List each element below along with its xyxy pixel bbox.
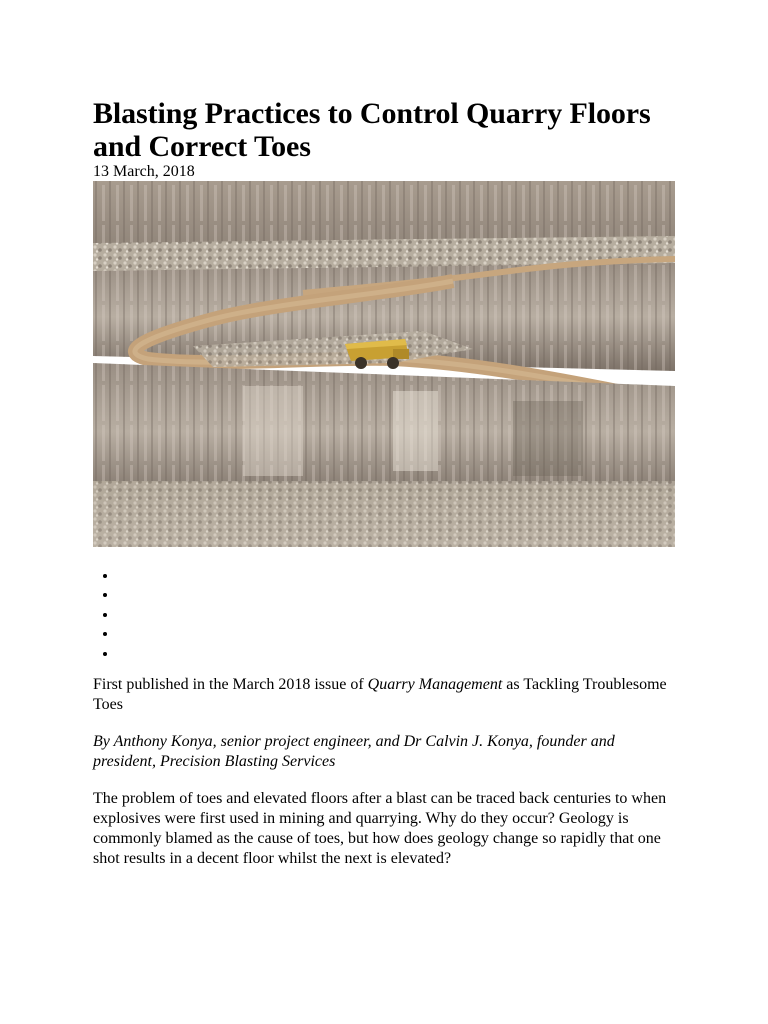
- byline: By Anthony Konya, senior project engineer, and Dr Calvin J. Konya, founder and president, Precision Blasting Services: [93, 732, 615, 770]
- publish-date: 13 March, 2018: [93, 163, 195, 180]
- share-item-4[interactable]: [117, 626, 678, 645]
- share-item-3[interactable]: [117, 607, 678, 626]
- quarry-photo: [93, 181, 675, 547]
- publication-note-tail: as Tackling Troublesome Toes: [93, 675, 667, 713]
- share-list: [93, 568, 678, 665]
- publication-note: [93, 675, 678, 715]
- magazine-title: Quarry Management: [367, 675, 503, 693]
- article: [93, 97, 678, 869]
- publication-note-lead: First published in the March 2018 issue of: [93, 675, 368, 693]
- share-item-5[interactable]: [117, 646, 678, 665]
- share-item-1[interactable]: [117, 568, 678, 587]
- body-paragraph: The problem of toes and elevated floors after a blast can be traced back centuries to when explosives were first used in mining and quarrying. Why do they occur? Geology is commonly blamed as the cause of toes, but how does geology change so rapidly that one shot results in a decent floor whilst the next is elevated?: [93, 789, 667, 867]
- article-title: Blasting Practices to Control Quarry Floors and Correct Toes: [93, 97, 651, 163]
- share-item-2[interactable]: [117, 587, 678, 606]
